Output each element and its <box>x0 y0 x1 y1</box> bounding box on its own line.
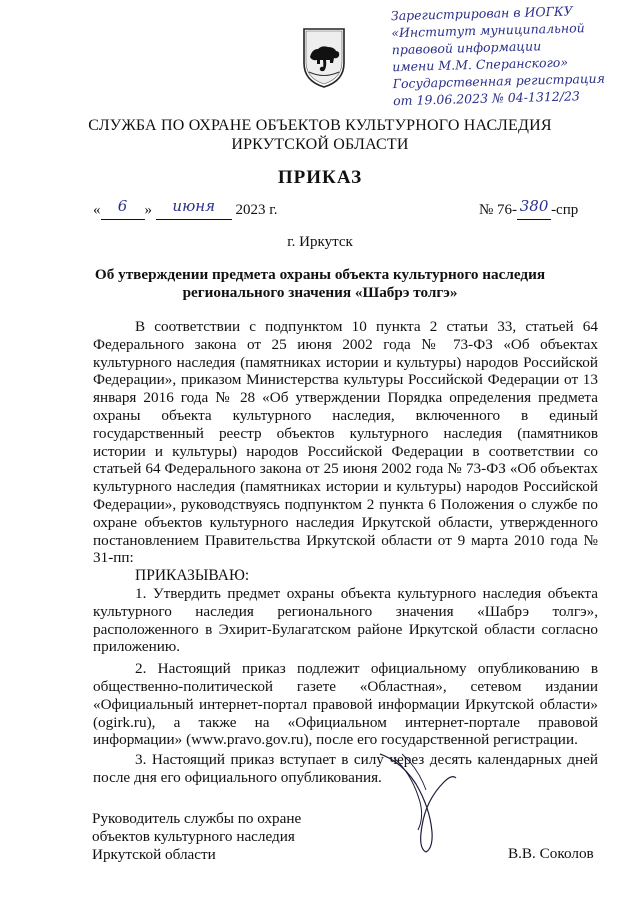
registration-note-line: «Институт муниципальной <box>391 20 585 41</box>
coat-of-arms-emblem <box>302 27 346 89</box>
document-date <box>93 197 278 220</box>
number-suffix: -спр <box>551 202 579 218</box>
signatory-position-line1: Руководитель службы по охране <box>92 810 302 827</box>
number-prefix: № 76- <box>479 202 518 218</box>
order-item-1: 1. Утвердить предмет охраны объекта культурного наследия объекта культурного наследия регионального значения «Шабрэ толгэ», расположенного в Эхирит-Булагатском районе Иркутской области согласно приложению. <box>93 584 598 656</box>
date-open-quote: « <box>93 202 101 218</box>
signatory-name: В.В. Соколов <box>508 845 594 862</box>
order-word: ПРИКАЗЫВАЮ: <box>135 567 250 585</box>
registration-note-line: правовой информации <box>391 38 542 58</box>
handwritten-signature <box>372 748 462 856</box>
coat-of-arms-icon <box>302 27 346 89</box>
organization-name <box>0 116 640 154</box>
date-close-quote: » <box>144 202 152 218</box>
subject-line2: регионального значения «Шабрэ толгэ» <box>182 284 458 301</box>
date-month-field <box>156 197 232 220</box>
signatory-position-line2: объектов культурного наследия <box>92 827 295 845</box>
document-body <box>93 318 598 787</box>
organization-name-line1: СЛУЖБА ПО ОХРАНЕ ОБЪЕКТОВ КУЛЬТУРНОГО НАСЛЕДИЯ <box>88 117 552 134</box>
registration-note-line: имени М.М. Сперанского» <box>392 54 569 75</box>
number-field <box>517 197 551 220</box>
signature-icon <box>372 748 462 856</box>
order-item-2: 2. Настоящий приказ подлежит официальному опубликованию в общественно-политической газете «Областная», сетевом издании «Официальный интернет-портал правовой информации Иркутской области» (ogirk.ru), а также на «Официальном интернет-портале правовой информации» (www.pravo.gov.ru), после его государственной регистрации. <box>93 660 598 749</box>
number-handwritten: 380 <box>519 197 549 215</box>
date-day-field <box>101 197 145 220</box>
order-item-3: 3. Настоящий приказ вступает в силу через десять календарных дней после дня его официального опубликования. <box>93 751 598 786</box>
organization-name-line2: ИРКУТСКОЙ ОБЛАСТИ <box>231 136 409 153</box>
document-number <box>479 197 579 220</box>
date-year: 2023 г. <box>235 202 278 218</box>
registration-note <box>391 1 638 109</box>
registration-note-line: от 19.06.2023 № 04-1312/23 <box>392 88 581 109</box>
registration-note-line: Государственная регистрация <box>392 70 606 92</box>
preamble-paragraph: В соответствии с подпунктом 10 пункта 2 статьи 33, статьей 64 Федерального закона от 25 июня 2002 года № 73-ФЗ «Об объектах культурного наследия (памятниках истории и культуры) народов Российской Федерации», приказом Министерства культуры Российской Федерации от 13 января 2016 года № 28 «Об утверждении Порядка определения предмета охраны объекта культурного наследия, включенного в единый государственный реестр объектов культурного наследия (памятников истории и культуры) народов Российской Федерации в соответствии со статьей 64 Федерального закона от 25 июня 2002 года № 73-ФЗ «Об объектах культурного наследия (памятниках истории и культуры) народов Российской Федерации», руководствуясь подпунктом 2 пункта 6 Положения о службе по охране объектов культурного наследия Иркутской области, утвержденного постановлением Правительства Иркутской области от 9 марта 2010 года № 31-пп: <box>93 318 598 567</box>
subject-line1: Об утверждении предмета охраны объекта культурного наследия <box>94 266 546 283</box>
signatory-position-line3: Иркутской области <box>92 845 216 863</box>
document-subject <box>0 266 640 302</box>
date-day: 6 <box>117 197 128 215</box>
date-month: июня <box>172 197 216 215</box>
signatory-position <box>92 810 352 863</box>
city: г. Иркутск <box>287 234 353 250</box>
document-type-title: ПРИКАЗ <box>277 167 363 188</box>
registration-note-line: Зарегистрирован в ИОГКУ <box>390 3 573 24</box>
